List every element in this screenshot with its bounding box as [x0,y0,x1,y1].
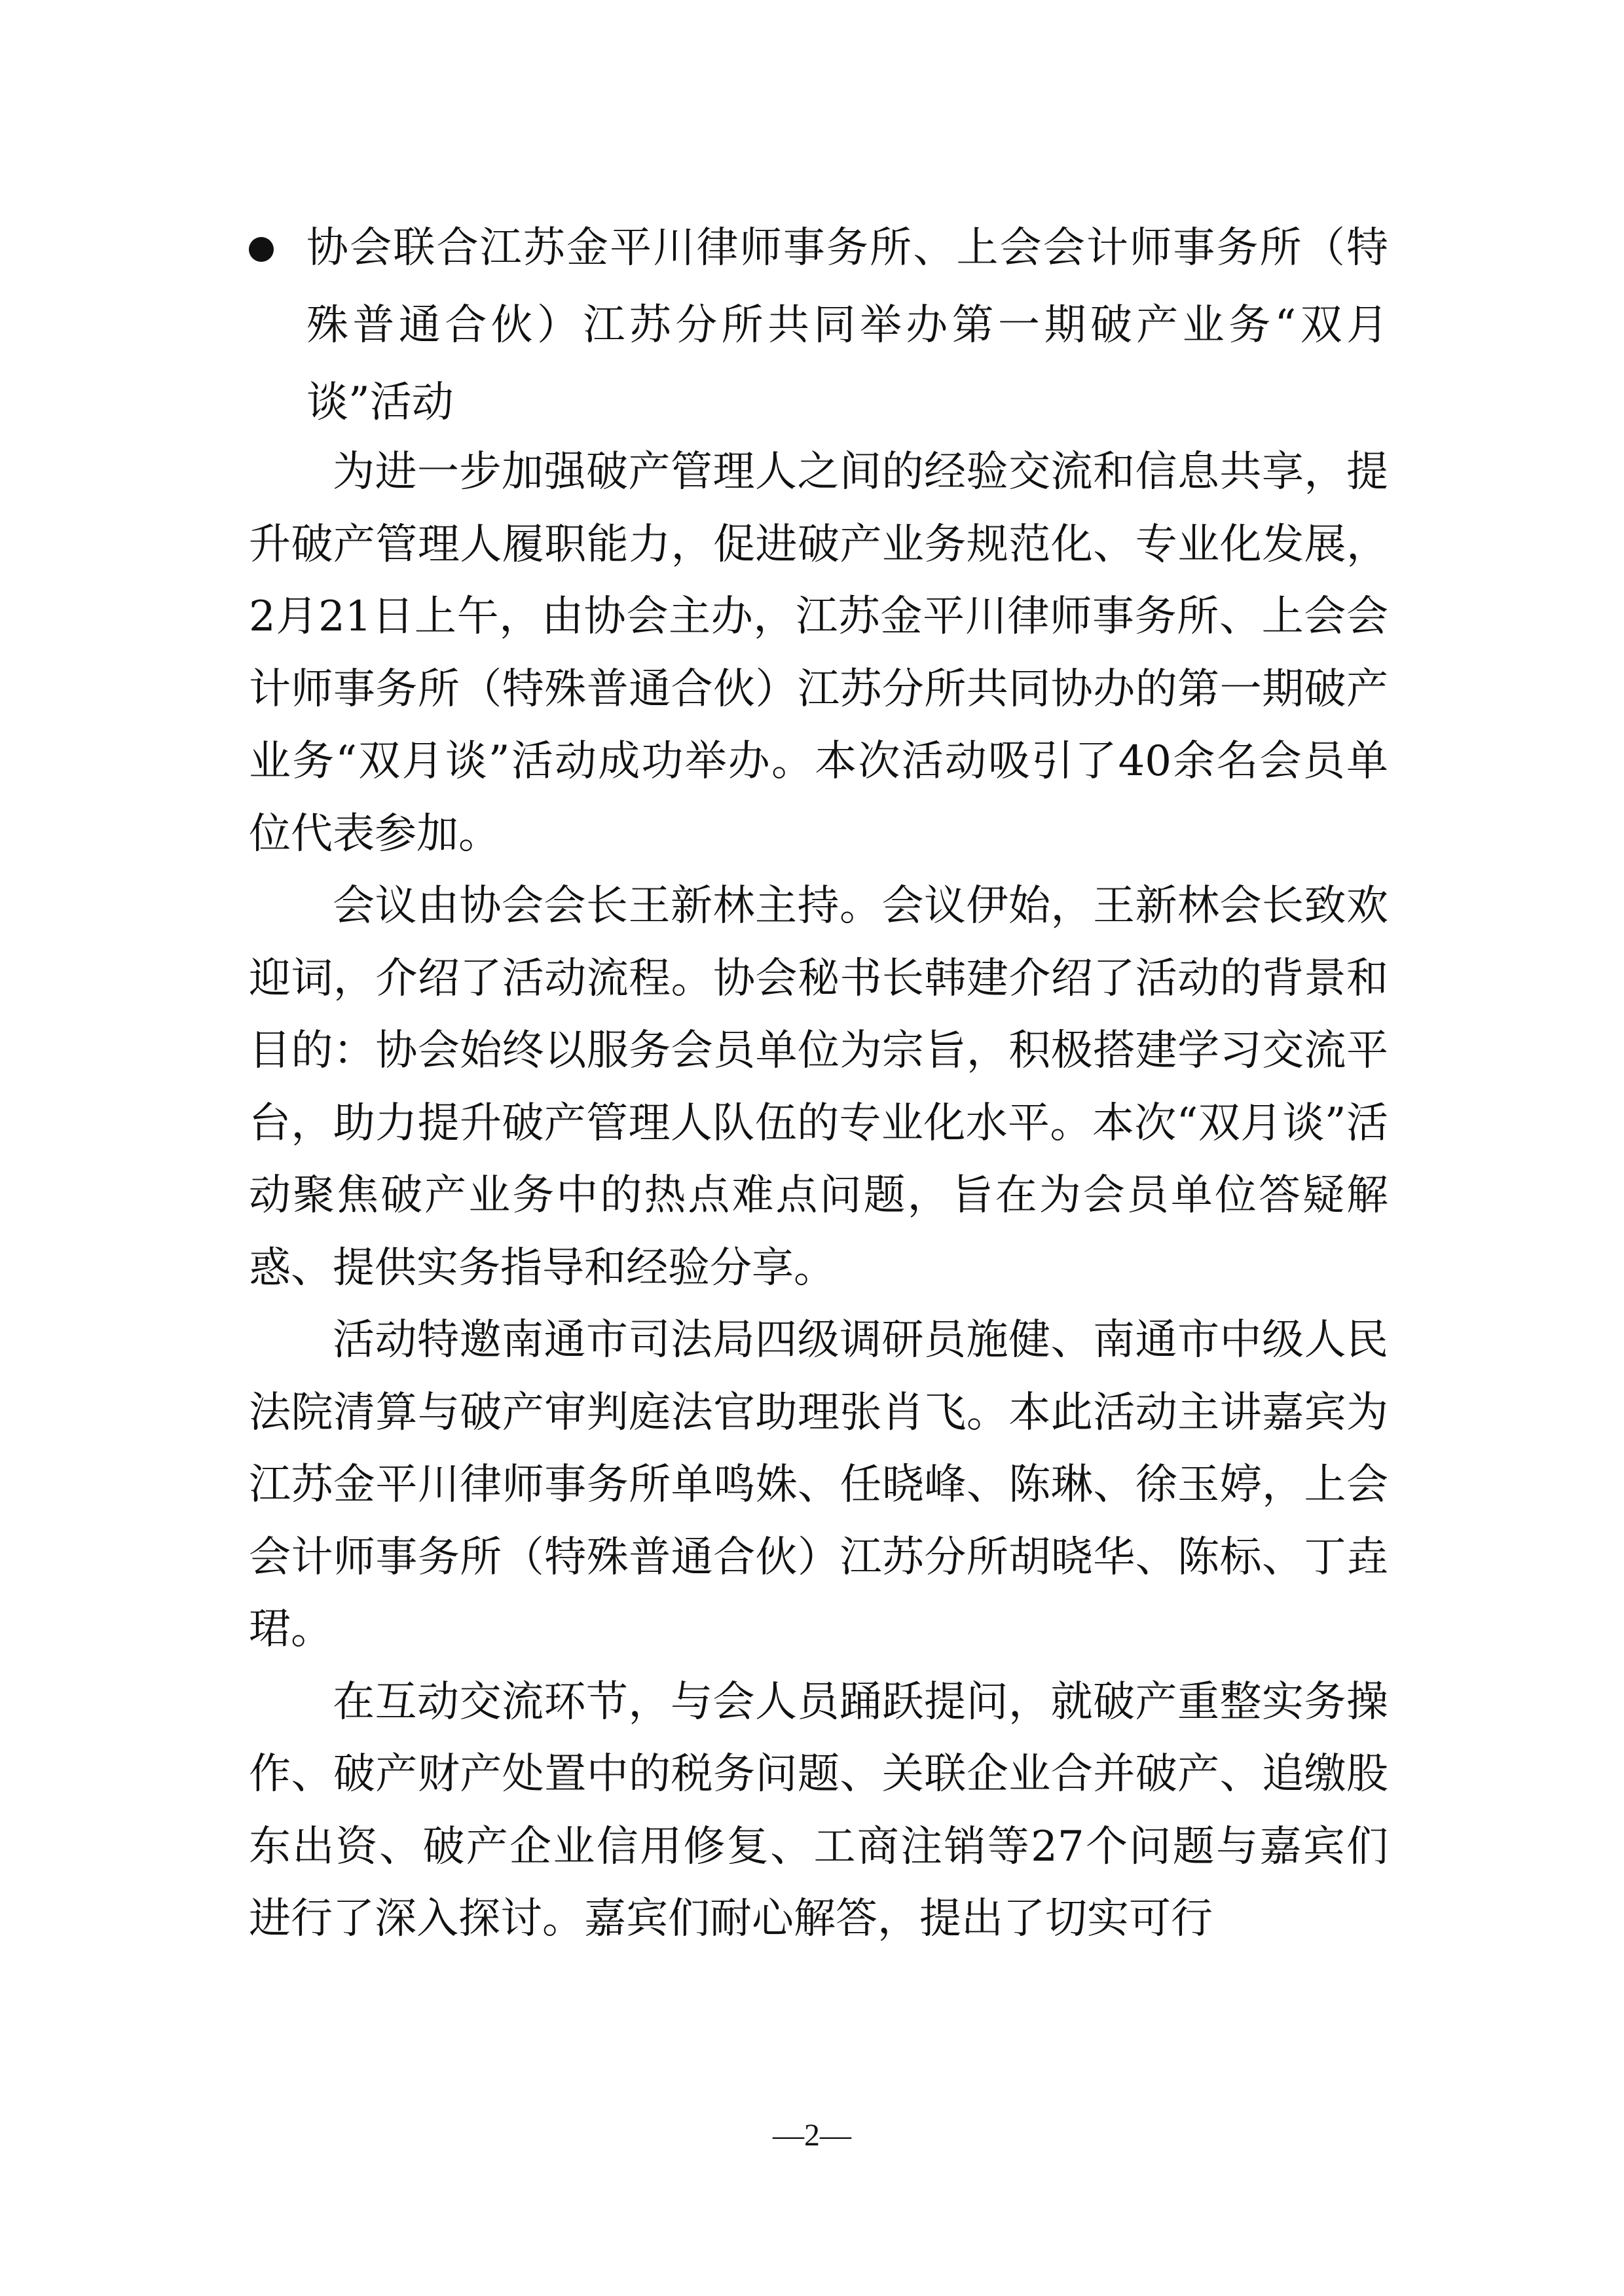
page-number: —2— [773,2118,851,2153]
paragraph-2: 会议由协会会长王新林主持。会议伊始，王新林会长致欢迎词，介绍了活动流程。协会秘书长韩建介绍了活动的背景和目的：协会始终以服务会员单位为宗旨，积极搭建学习交流平台，助力提升破产管理人队伍的专业化水平。本次“双月谈”活动聚焦破产业务中的热点难点问题，旨在为会员单位答疑解惑、提供实务指导和经验分享。 [249,882,1388,1292]
paragraph-1: 为进一步加强破产管理人之间的经验交流和信息共享，提升破产管理人履职能力，促进破产业务规范化、专业化发展，2月21日上午，由协会主办，江苏金平川律师事务所、上会会计师事务所（特殊普通合伙）江苏分所共同协办的第一期破产业务“双月谈”活动成功举办。本次活动吸引了40余名会员单位代表参加。 [249,448,1388,858]
paragraph-4: 在互动交流环节，与会人员踊跃提问，就破产重整实务操作、破产财产处置中的税务问题、关联企业合并破产、追缴股东出资、破产企业信用修复、工商注销等27个问题与嘉宾们进行了深入探讨。嘉宾们耐心解答，提出了切实可行 [249,1677,1388,1943]
bullet-icon [249,237,274,262]
section-heading [249,210,1388,441]
paragraph-3: 活动特邀南通市司法局四级调研员施健、南通市中级人民法院清算与破产审判庭法官助理张肖飞。本此活动主讲嘉宾为江苏金平川律师事务所单鸣姝、任晓峰、陈琳、徐玉婷，上会会计师事务所（特殊普通合伙）江苏分所胡晓华、陈标、丁垚珺。 [249,1316,1388,1654]
body-text [249,436,1388,1956]
section-heading-text: 协会联合江苏金平川律师事务所、上会会计师事务所（特殊普通合伙）江苏分所共同举办第一期破产业务“双月谈”活动 [306,224,1388,427]
